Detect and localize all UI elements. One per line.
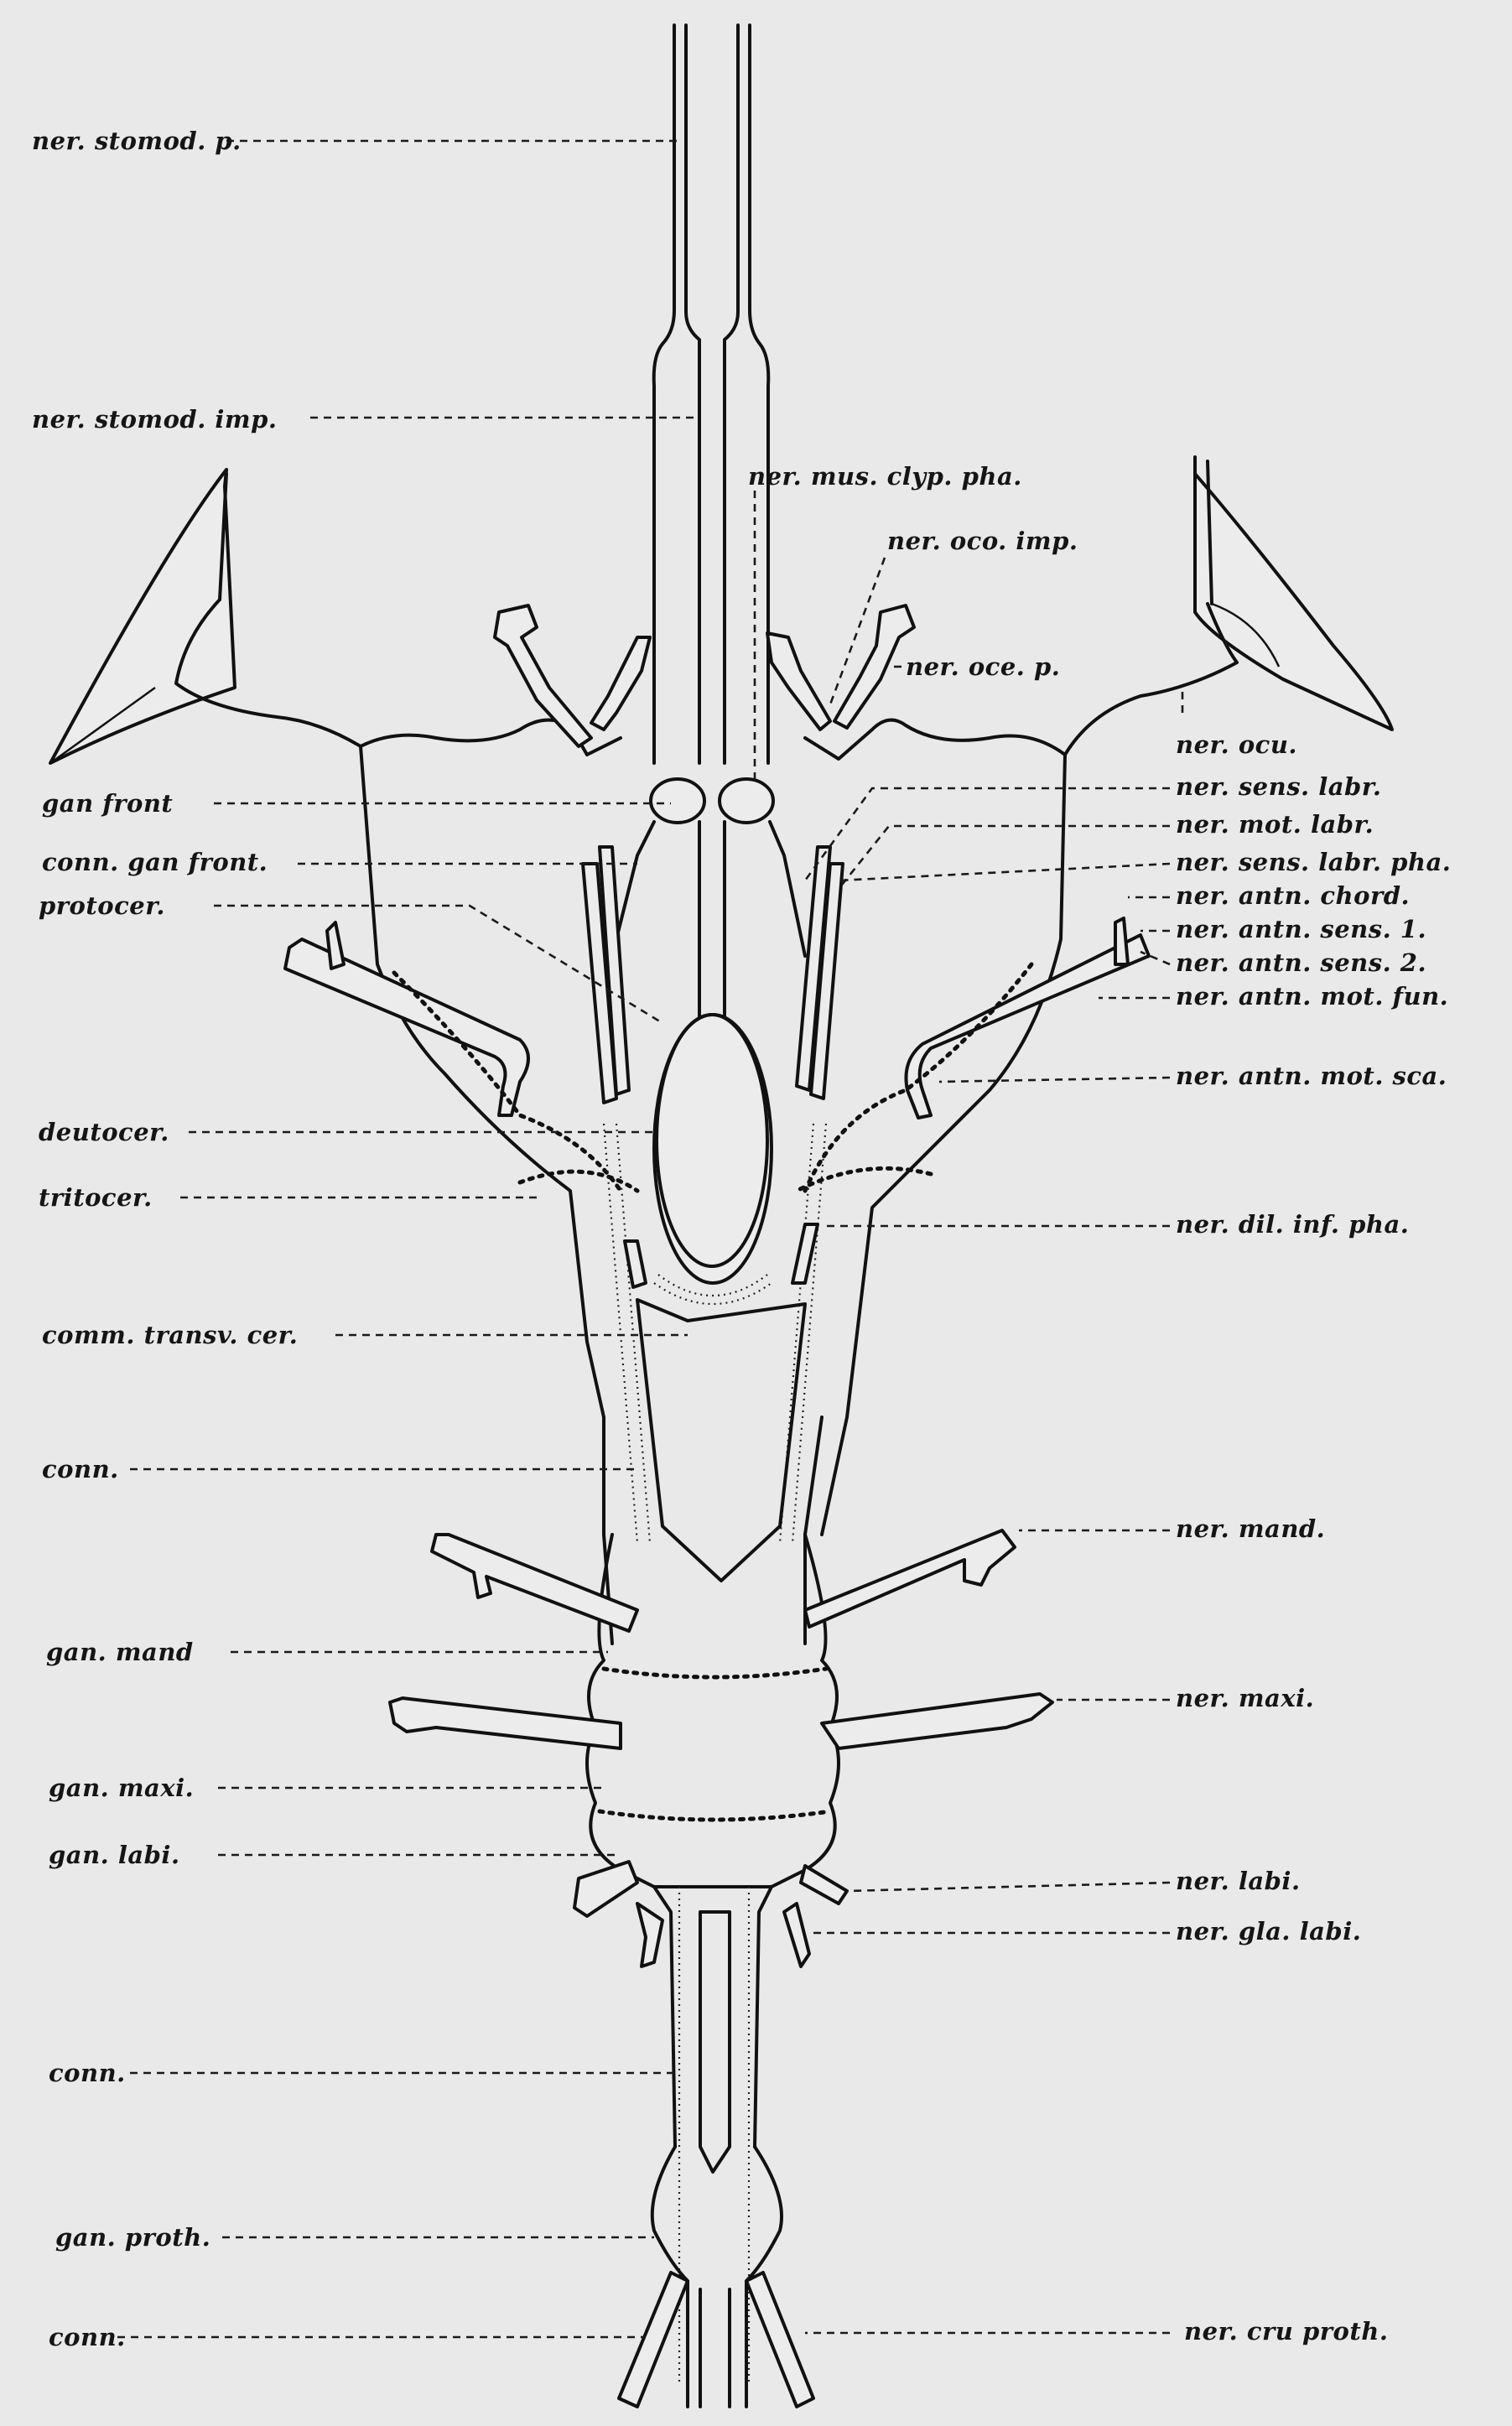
compound-eye-right xyxy=(1195,457,1392,730)
label-protocer: protocer. xyxy=(39,891,165,920)
label-conn-2: conn. xyxy=(49,2059,126,2087)
label-ner-antn-mot-sca: ner. antn. mot. sca. xyxy=(1176,1062,1447,1090)
labial-nerves xyxy=(574,1862,847,1966)
label-conn-gan-front: conn. gan front. xyxy=(42,848,268,876)
label-ner-dil-inf-pha: ner. dil. inf. pha. xyxy=(1176,1210,1410,1239)
antennal-nerve-right xyxy=(906,918,1149,1118)
subesophageal-ganglion xyxy=(587,1535,839,1887)
label-gan-mand: gan. mand xyxy=(46,1638,194,1666)
label-tritocer: tritocer. xyxy=(39,1183,153,1212)
label-ner-antn-sens-2: ner. antn. sens. 2. xyxy=(1176,948,1427,977)
label-conn-3: conn. xyxy=(49,2323,126,2351)
label-ner-stomod-imp: ner. stomod. imp. xyxy=(32,405,278,434)
label-ner-antn-chord: ner. antn. chord. xyxy=(1176,881,1411,910)
label-ner-maxi: ner. maxi. xyxy=(1176,1684,1315,1712)
maxillary-nerves xyxy=(390,1694,1052,1748)
label-ner-antn-mot-fun: ner. antn. mot. fun. xyxy=(1176,982,1449,1010)
label-ner-cru-proth: ner. cru proth. xyxy=(1184,2317,1389,2345)
ocellar-nerves xyxy=(495,605,914,746)
label-ner-stomod-p: ner. stomod. p. xyxy=(32,127,242,155)
label-ner-oco-imp: ner. oco. imp. xyxy=(887,527,1078,555)
label-ner-gla-labi: ner. gla. labi. xyxy=(1176,1917,1362,1945)
prothoracic-ganglion xyxy=(619,2147,813,2407)
label-ner-mand: ner. mand. xyxy=(1176,1514,1326,1543)
frontal-ganglion xyxy=(612,779,805,956)
label-ner-mot-labr: ner. mot. labr. xyxy=(1176,810,1374,839)
label-gan-front: gan front xyxy=(42,789,174,818)
label-ner-oce-p: ner. oce. p. xyxy=(906,652,1061,681)
label-gan-maxi: gan. maxi. xyxy=(49,1774,195,1802)
label-gan-labi: gan. labi. xyxy=(49,1841,180,1869)
label-conn-1: conn. xyxy=(42,1455,119,1483)
label-ner-ocu: ner. ocu. xyxy=(1176,730,1298,759)
label-ner-labi: ner. labi. xyxy=(1176,1867,1301,1895)
circumoesophageal-region xyxy=(654,822,772,1304)
label-ner-sens-labr-pha: ner. sens. labr. pha. xyxy=(1176,848,1452,876)
label-ner-sens-labr: ner. sens. labr. xyxy=(1176,772,1382,801)
leader-lines xyxy=(117,141,1182,2337)
label-gan-proth: gan. proth. xyxy=(55,2223,211,2252)
label-ner-mus-clyp-pha: ner. mus. clyp. pha. xyxy=(748,462,1022,491)
label-comm-transv-cer: comm. transv. cer. xyxy=(42,1321,299,1349)
label-deutocer: deutocer. xyxy=(39,1118,169,1146)
left-labels xyxy=(32,127,298,2351)
antennal-nerve-left xyxy=(285,922,528,1115)
connective-body xyxy=(604,1300,822,1644)
stomodaeal-nerve-stalk xyxy=(654,25,769,763)
label-ner-antn-sens-1: ner. antn. sens. 1. xyxy=(1176,915,1427,943)
